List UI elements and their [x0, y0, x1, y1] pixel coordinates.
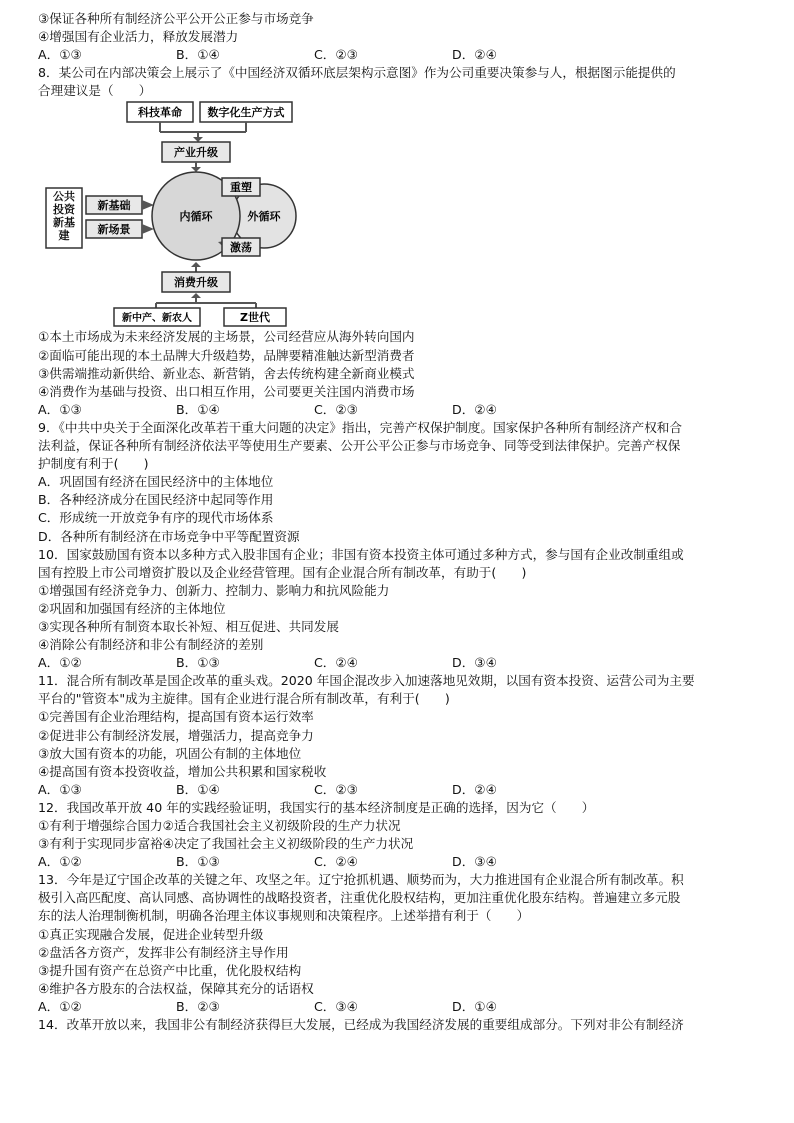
choice-item: ③供需端推动新供给、新业态、新营销，舍去传统构建全新商业模式 — [38, 365, 415, 381]
tech-revolution-label: 科技革命 — [138, 106, 182, 120]
option-d: D．各种所有制经济在市场竞争中平等配置资源 — [38, 528, 300, 544]
choice-item: ④增强国有企业活力，释放发展潜力 — [38, 29, 239, 45]
arrow-up-icon — [191, 262, 201, 267]
answer-options — [38, 998, 758, 1016]
new-middle-class-label: 新中产、新农人 — [122, 313, 192, 325]
stimulate-label: 激荡 — [230, 241, 252, 255]
choice-item: ③放大国有资本的功能，巩固公有制的主体地位 — [38, 745, 302, 761]
option-d: D．③④ — [452, 655, 497, 671]
choice-item: ③提升国有资产在总资产中比重，优化股权结构 — [38, 962, 302, 978]
answer-options — [38, 853, 758, 871]
external-circulation-label: 外循环 — [247, 210, 281, 224]
option-a: A．①② — [38, 655, 82, 671]
choice-item: ③实现各种所有制资本取长补短、相互促进、共同发展 — [38, 618, 339, 634]
consumption-upgrade-label: 消费升级 — [174, 276, 218, 290]
option-d: D．②④ — [452, 47, 497, 63]
choice-item: ①真正实现融合发展，促进企业转型升级 — [38, 926, 264, 942]
reshape-label: 重塑 — [230, 181, 252, 195]
choice-item: ②巩固和加强国有经济的主体地位 — [38, 600, 226, 616]
exam-page — [38, 10, 758, 1034]
industry-upgrade-label: 产业升级 — [174, 146, 218, 160]
question-8 — [38, 64, 758, 419]
public-investment-text-wrap — [47, 190, 81, 248]
diagram-graphic — [38, 100, 298, 328]
choice-item: ③有利于实现同步富裕④决定了我国社会主义初级阶段的生产力状况 — [38, 836, 414, 852]
answer-options — [38, 781, 758, 799]
option-d: D．②④ — [452, 781, 497, 797]
question-11 — [38, 672, 758, 799]
question-stem: 法利益，保证各种所有制经济依法平等使用生产要素、公开公平公正参与市场竞争、同等受到法律保护。完善产权保 — [38, 438, 681, 454]
question-9 — [38, 419, 758, 546]
option-a: A．①③ — [38, 47, 82, 63]
question-stem: 11．混合所有制改革是国企改革的重头戏。2020 年国企混改步入加速落地见效期，以国有资本投资、运营公司为主要 — [38, 673, 695, 689]
option-c: C．②③ — [314, 47, 358, 63]
option-c: C．②④ — [314, 655, 358, 671]
choice-item: ①本土市场成为未来经济发展的主场景，公司经营应从海外转向国内 — [38, 329, 415, 345]
question-stem: 8．某公司在内部决策会上展示了《中国经济双循环底层架构示意图》作为公司重要决策参与人，根据图示能提供的 — [38, 65, 676, 81]
arrow-right-icon — [142, 224, 154, 234]
option-d: D．①④ — [452, 998, 497, 1014]
choice-item: ④消费作为基础与投资、出口相互作用，公司要更关注国内消费市场 — [38, 383, 415, 399]
option-b: B．①③ — [176, 655, 220, 671]
answer-options — [38, 401, 758, 419]
option-b: B．①④ — [176, 781, 220, 797]
question-stem: 14．改革开放以来，我国非公有制经济获得巨大发展，已经成为我国经济发展的重要组成部分。下列对非公有制经济 — [38, 1017, 684, 1033]
gen-z-label: Z世代 — [240, 311, 270, 325]
option-b: B．②③ — [176, 998, 220, 1014]
option-c: C．形成统一开放竞争有序的现代市场体系 — [38, 510, 274, 526]
question-7 — [38, 10, 758, 64]
option-a: A．①② — [38, 998, 82, 1014]
option-a: A．①② — [38, 854, 82, 870]
question-stem: 极引入高匹配度、高认同感、高协调性的战略投资者，注重优化股权结构，更加注重优化股东结构。普遍建立多元股 — [38, 890, 681, 906]
question-stem: 12．我国改革开放 40 年的实践经验证明，我国实行的基本经济制度是正确的选择，因为它（ ） — [38, 799, 595, 815]
answer-options — [38, 46, 758, 64]
choice-item: ④维护各方股东的合法权益，保障其充分的话语权 — [38, 980, 314, 996]
internal-circulation-label: 内循环 — [179, 210, 213, 224]
answer-options — [38, 654, 758, 672]
choice-item: ②面临可能出现的本土品牌大升级趋势，品牌要精准触达新型消费者 — [38, 347, 415, 363]
question-12 — [38, 799, 758, 871]
option-b: B．①④ — [176, 47, 220, 63]
dual-circulation-diagram — [38, 100, 758, 328]
question-stem: 国有控股上市公司增资扩股以及企业经营管理。国有企业混合所有制改革，有助于( ) — [38, 564, 527, 580]
question-stem: 平台的"管资本"成为主旋律。国有企业进行混合所有制改革，有利于( ) — [38, 691, 450, 707]
choice-item: ②促进非公有制经济发展，增强活力，提高竞争力 — [38, 727, 314, 743]
question-stem: 13．今年是辽宁国企改革的关键之年、攻坚之年。辽宁抢抓机遇、顺势而为，大力推进国有企业混合所有制改革。积 — [38, 872, 684, 888]
option-d: D．③④ — [452, 854, 497, 870]
choice-item: ①有利于增强综合国力②适合我国社会主义初级阶段的生产力状况 — [38, 818, 401, 833]
option-c: C．②③ — [314, 781, 358, 797]
option-c: C．③④ — [314, 998, 358, 1014]
arrow-up-icon — [191, 293, 201, 298]
option-c: C．②④ — [314, 854, 358, 870]
new-infrastructure-label: 新基础 — [97, 199, 131, 213]
option-a: A．①③ — [38, 401, 82, 417]
choice-item: ④消除公有制经济和非公有制经济的差别 — [38, 637, 264, 653]
choice-item: ④提高国有资本投资收益，增加公共积累和国家税收 — [38, 763, 327, 779]
question-stem: 合理建议是（ ） — [38, 83, 152, 99]
option-b: B．①③ — [176, 854, 220, 870]
option-b: B．①④ — [176, 401, 220, 417]
option-d: D．②④ — [452, 401, 497, 417]
question-stem: 10．国家鼓励国有资本以多种方式入股非国有企业；非国有资本投资主体可通过多种方式，参与国有企业改制重组或 — [38, 546, 684, 562]
choice-item: ③保证各种所有制经济公平公开公正参与市场竞争 — [38, 11, 314, 26]
question-14 — [38, 1016, 758, 1034]
option-a: A．①③ — [38, 781, 82, 797]
digital-production-label: 数字化生产方式 — [207, 106, 285, 120]
option-a: A．巩固国有经济在国民经济中的主体地位 — [38, 474, 274, 490]
question-13 — [38, 871, 758, 1016]
option-c: C．②③ — [314, 401, 358, 417]
question-stem: 东的法人治理制衡机制，明确各治理主体议事规则和决策程序。上述举措有利于（ ） — [38, 908, 530, 924]
choice-item: ①完善国有企业治理结构，提高国有资本运行效率 — [38, 709, 314, 725]
question-stem: 9．《中共中央关于全面深化改革若干重大问题的决定》指出，完善产权保护制度。国家保护各种所有制经济产权和合 — [38, 419, 682, 435]
question-stem: 护制度有利于( ) — [38, 456, 149, 472]
new-scenario-label: 新场景 — [97, 223, 131, 237]
choice-item: ①增强国有经济竞争力、创新力、控制力、影响力和抗风险能力 — [38, 582, 390, 598]
choice-item: ②盘活各方资产，发挥非公有制经济主导作用 — [38, 944, 289, 960]
question-10 — [38, 546, 758, 673]
public-investment-label: 公共投资新基建 — [53, 190, 75, 243]
option-b: B．各种经济成分在国民经济中起同等作用 — [38, 492, 274, 508]
